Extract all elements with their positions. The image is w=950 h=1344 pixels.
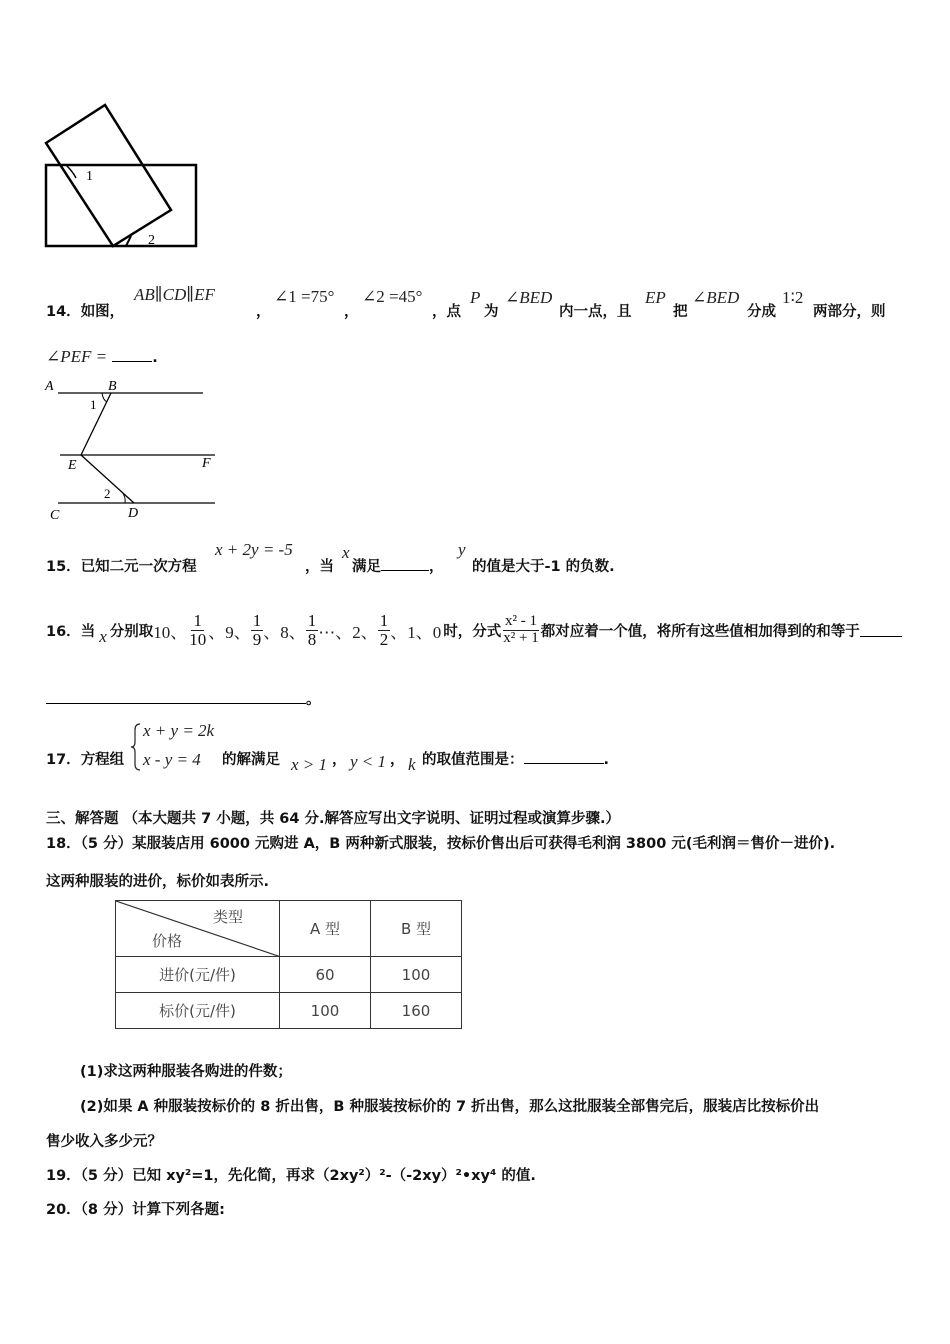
section-3-header: 三、解答题 （本大题共 7 小题，共 64 分.解答应写出文字说明、证明过程或演算步骤.） [46, 811, 621, 827]
q15-equation: x + 2y = -5 [215, 540, 293, 559]
q18-line2: 这两种服装的进价，标价如表所示. [46, 874, 270, 890]
q15-number: 15．已知二元一次方程 [46, 559, 197, 575]
q14-line1: 14．如图， [46, 304, 125, 320]
q17-condition-x: x > 1 [291, 755, 328, 774]
table-corner-type: 类型 [212, 908, 243, 926]
q14-answer-line: ∠PEF = . [46, 347, 158, 366]
q15-answer-blank[interactable] [381, 558, 429, 571]
q14-angle1: ∠1 =75° [274, 287, 335, 306]
fig14-label-e: E [68, 458, 77, 473]
table-cell: 160 [371, 993, 462, 1029]
fig14-angle1-arc [102, 393, 107, 402]
fig14-label-d: D [128, 506, 139, 521]
q16-line2: 。 [46, 688, 321, 709]
q16-fraction-1-8: $\frac{1}{8}$ [307, 610, 317, 649]
q16-line: 16． 当 x 分别取 10、 $\frac{1}{10}$ 、9、 $\frac{1}{9}$ 、8、 $\frac{1}{8}$ ⋯、2、 $\frac{1}{2}$ 、1、0 时，分式 $\frac{\text{x² - 1}}{\text{x² + 1}}$ 都对应着一个值，将所有这些值相加得到的和等于 [46, 605, 902, 655]
q16-fraction-1-9: $\frac{1}{9}$ [252, 610, 262, 649]
figure-q13 [40, 100, 210, 255]
table-header-b: B 型 [371, 901, 462, 957]
q16-expression: $\frac{\text{x² - 1}}{\text{x² + 1}}$ [503, 612, 539, 646]
q19: 19．（5 分）已知 xy²=1，先化简，再求（2xy²）²-（-2xy）²•xy⁴ 的值. [46, 1168, 536, 1184]
fig14-label-1: 1 [90, 397, 97, 412]
fig14-label-c: C [50, 508, 60, 523]
q18-line1: 18．（5 分）某服装店用 6000 元购进 A，B 两种新式服装，按标价售出后可获得毛利润 3800 元(毛利润＝售价－进价). [46, 836, 836, 852]
fig14-label-a: A [45, 379, 54, 394]
fig13-label-2: 2 [148, 233, 155, 248]
table-header-a: A 型 [280, 901, 371, 957]
q16-answer-blank-1[interactable] [860, 624, 902, 637]
fig14-label-f: F [202, 456, 211, 471]
q17-brace [130, 722, 142, 772]
table-cell: 100 [280, 993, 371, 1029]
fig14-label-2: 2 [104, 486, 111, 501]
figure-q14 [40, 372, 230, 527]
fig14-label-b: B [108, 379, 117, 394]
fig14-angle2-arc [122, 492, 125, 503]
q14-pef: ∠PEF = [46, 347, 108, 366]
table-row-label: 进价(元/件) [116, 957, 280, 993]
q18-part1: (1)求这两种服装各购进的件数； [80, 1064, 292, 1080]
table-cell: 60 [280, 957, 371, 993]
q14-parallel: AB∥CD∥EF [134, 285, 215, 304]
table-cell: 100 [371, 957, 462, 993]
table-row [116, 957, 462, 993]
q20: 20．（8 分）计算下列各题: [46, 1202, 225, 1218]
q14-angle2: ∠2 =45° [362, 287, 423, 306]
q17-answer-blank[interactable] [524, 751, 604, 764]
q17-equation-2: x - y = 4 [143, 750, 201, 769]
fig13-label-1: 1 [86, 169, 93, 184]
q16-answer-blank-2[interactable] [46, 691, 306, 704]
q16-fraction-1-10: $\frac{1}{10}$ [189, 610, 207, 649]
q18-part2: (2)如果 A 种服装按标价的 8 折出售，B 种服装按标价的 7 折出售，那么这批服装全部售完后，服装店比按标价出 [80, 1099, 820, 1115]
price-table [115, 900, 462, 1029]
q14-answer-blank[interactable] [112, 349, 152, 362]
q17-equation-1: x + y = 2k [143, 721, 215, 740]
table-row [116, 993, 462, 1029]
q14-number: 14． [46, 304, 81, 320]
table-corner-price: 价格 [152, 932, 183, 950]
q16-fraction-1-2: $\frac{1}{2}$ [379, 610, 389, 649]
q18-part2-cont: 售少收入多少元？ [46, 1134, 162, 1150]
table-corner-cell [116, 901, 280, 957]
q17-condition-y: y < 1 [350, 752, 387, 771]
table-row-label: 标价(元/件) [116, 993, 280, 1029]
fig13-tilted-rectangle [46, 105, 171, 246]
